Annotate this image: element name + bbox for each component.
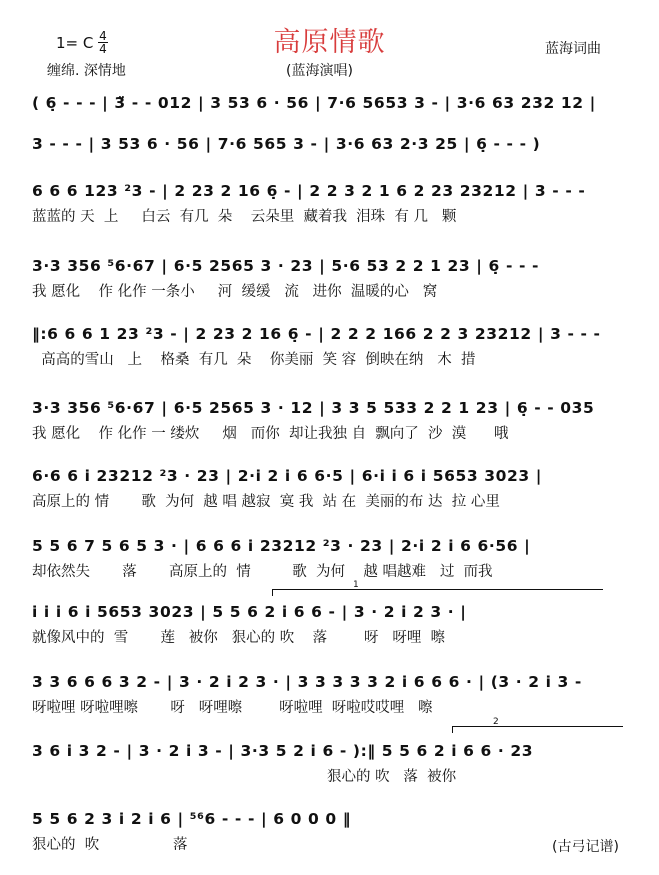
meter-bottom: 4 [99,42,107,56]
notation-line: 6 6 6 123 ²3 - | 2 23 2 16 6̣ - | 2 2 3 2 1 6 2 23 23212 | 3 - - - [32,182,586,200]
notation-line: 3 6 i 3 2 - | 3 · 2 i 3 - | 3·3 5 2 i 6 - ):‖ 5 5 6 2 i 6 6 · 23 [32,742,534,760]
second-ending-bracket [452,717,623,733]
score-row [32,535,632,580]
lyric-line: 就像风中的 雪 莲 被你 狠心的 吹 落 呀 呀哩 嚓 [32,630,446,646]
notation-line: i i i 6 i 5653 3023 | 5 5 6 2 i 6 6 - | 3 · 2 i 2 3 · | [32,603,467,621]
transcriber-credit: (古弓记谱) [552,839,619,855]
lyric-line: 我 愿化 作 化作 一 缕炊 烟 而你 却让我独 自 飘向了 沙 漠 哦 [32,426,509,442]
lyric-line: 蓝蓝的 天 上 白云 有几 朵 云朵里 藏着我 泪珠 有 几 颗 [32,209,457,225]
volta-number: 1 [353,580,359,590]
notation-line: 3 - - - | 3 53 6 · 56 | 7·6 565 3 - | 3·6 63 2·3 25 | 6̣ - - - ) [32,135,541,153]
notation-line: 3·3 356 ⁵6·67 | 6·5 2565 3 · 12 | 3 3 5 533 2 2 1 23 | 6̣ - - 035 [32,399,595,417]
tempo-mood: 缠绵. 深情地 [47,63,126,79]
notation-line: 6·6 6 i 23212 ²3 · 23 | 2·i 2 i 6 6·5 | 6·i i 6 i 5653 3023 | [32,467,543,485]
notation-line: ( 6̣ - - - | 3̈ - - 012 | 3 53 6 · 56 | 7·6 5653 3 - | 3·6 63 232 12 | [32,94,596,112]
notation-line: 5 5 6 2 3 i 2 i 6 | ⁵⁶6 - - - | 6 0 0 0 ‖ [32,810,352,828]
score-row [32,255,632,300]
score-row [32,133,632,169]
score-row [32,180,632,225]
song-title: 高原情歌 [273,27,386,58]
volta-number: 2 [493,717,499,727]
score-row [32,397,632,442]
lyric-line: 我 愿化 作 化作 一条小 河 缓缓 流 进你 温暖的心 窝 [32,284,438,300]
singer-credit: (蓝海演唱) [286,63,353,79]
first-ending-bracket [272,580,603,596]
lyric-line: 呀啦哩 呀啦哩嚓 呀 呀哩嚓 呀啦哩 呀啦哎哎哩 嚓 [32,700,433,716]
lyric-line: 高原上的 情 歌 为何 越 唱 越寂 寞 我 站 在 美丽的布 达 拉 心里 [32,494,500,510]
time-signature [98,30,108,55]
score-row [32,671,632,716]
lyric-line [32,160,632,180]
notation-line: ‖:6 6 6 1 23 ²3 - | 2 23 2 16 6̣ - | 2 2 2 166 2 2 3 23212 | 3 - - - [32,325,601,343]
score-row [32,717,632,785]
composer-credit: 蓝海词曲 [545,41,601,57]
lyric-line: 却依然失 落 高原上的 情 歌 为何 越 唱越难 过 而我 [32,564,493,580]
key-signature: 1= C [56,34,94,52]
lyric-line: 狠心的 吹 落 [32,837,188,853]
score-row [32,323,632,368]
notation-line: 3·3 356 ⁵6·67 | 6·5 2565 3 · 23 | 5·6 53 2 2 1 23 | 6̣ - - - [32,257,540,275]
notation-line: 5 5 6 7 5 6 5 3 · | 6 6 6 i 23212 ²3 · 23 | 2·i 2 i 6 6·56 | [32,537,531,555]
score-row [32,580,632,646]
notation-line: 3 3 6 6 6 3 2 - | 3 · 2 i 2 3 · | 3 3 3 3 3 2 i 6 6 6 · | (3 · 2 i 3 - [32,673,582,691]
lyric-line: 狠心的 吹 落 被你 [32,769,457,785]
lyric-line: 高高的雪山 上 格桑 有几 朵 你美丽 笑 容 倒映在纳 木 措 [32,352,476,368]
score-row [32,92,632,128]
meter-top: 4 [99,29,107,43]
score-row [32,465,632,510]
